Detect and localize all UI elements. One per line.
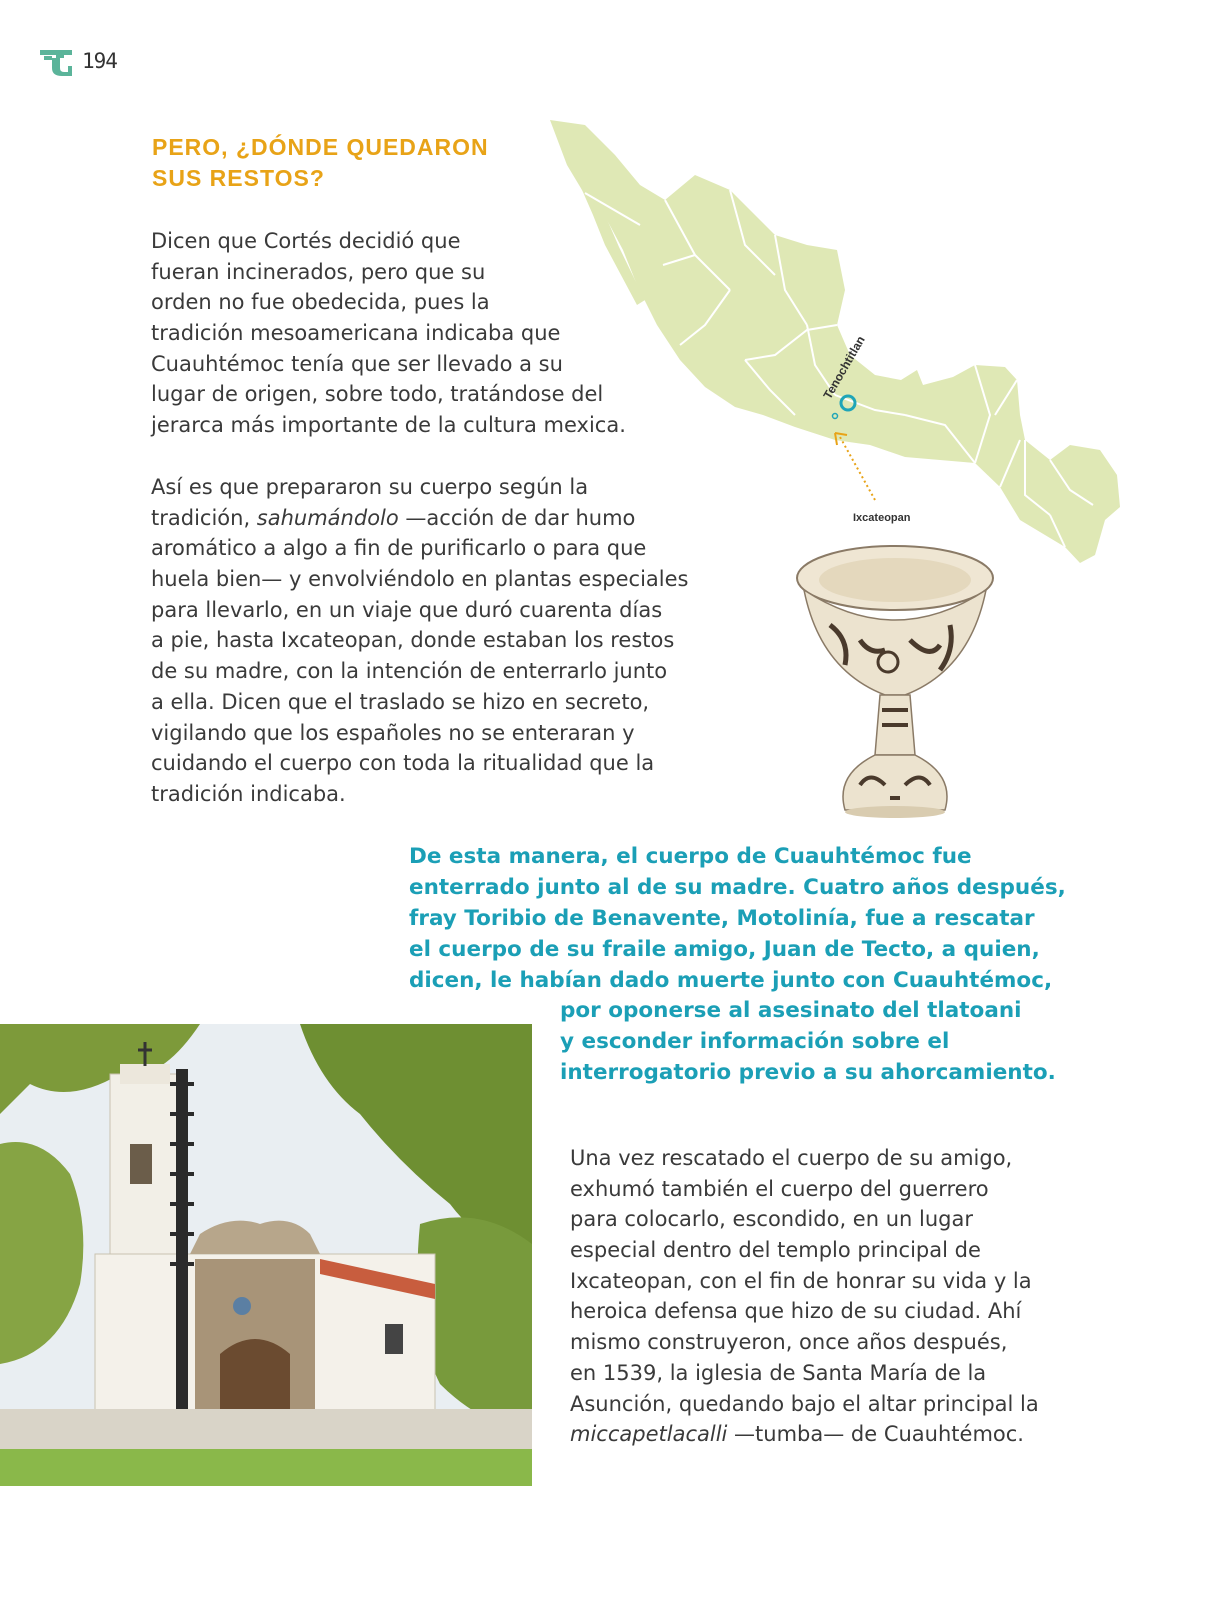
section-title (152, 132, 532, 194)
highlight-line: De esta manera, el cuerpo de Cuauhtémoc fue (409, 844, 972, 869)
text-line: fueran incinerados, pero que su (151, 259, 486, 284)
text-line: Asunción, quedando bajo el altar principal la (570, 1391, 1039, 1416)
highlight-line: interrogatorio previo a su ahorcamiento. (560, 1059, 1056, 1085)
text-line: cuidando el cuerpo con toda la ritualidad que la (151, 751, 655, 776)
text-run: —tumba— de Cuauhtémoc. (727, 1422, 1024, 1447)
ceramic-chalice-image (790, 530, 1000, 825)
text-line: exhumó también el cuerpo del guerrero (570, 1176, 989, 1201)
section-title-line: PERO, ¿DÓNDE QUEDARON (152, 134, 489, 160)
text-line: mismo construyeron, once años después, (570, 1330, 1008, 1355)
highlight-line: dicen, le habían dado muerte junto con Cuauhtémoc, (409, 967, 1053, 993)
highlight-line: fray Toribio de Benavente, Motolinía, fue a rescatar (409, 905, 1035, 931)
highlight-line: el cuerpo de su fraile amigo, Juan de Tecto, a quien, (409, 936, 1040, 962)
text-line: en 1539, la iglesia de Santa María de la (570, 1360, 987, 1385)
text-run: —acción de dar humo (398, 505, 636, 530)
paragraph-origin (151, 226, 626, 441)
text-run: tradición, (151, 505, 257, 530)
highlight-paragraph-bottom (560, 996, 1056, 1089)
page-header (38, 44, 117, 78)
highlight-line: enterrado junto al de su madre. Cuatro años después, (409, 874, 1066, 900)
text-line: heroica defensa que hizo de su ciudad. Ahí (570, 1299, 1022, 1324)
text-line: tradición indicaba. (151, 781, 346, 806)
text-line: para colocarlo, escondido, en un lugar (570, 1207, 973, 1232)
ixcateopan-label: Ixcateopan (853, 512, 911, 524)
text-line: Ixcateopan, con el fin de honrar su vida y la (570, 1268, 1032, 1293)
page-number: 194 (82, 49, 117, 73)
highlight-paragraph-top (409, 842, 1066, 996)
tenochtitlan-label: Tenochtitlan (820, 333, 868, 402)
text-line: Una vez rescatado el cuerpo de su amigo, (570, 1146, 1013, 1170)
text-line: Dicen que Cortés decidió que (151, 229, 461, 253)
text-line (570, 1419, 1039, 1450)
text-line: Cuauhtémoc tenía que ser llevado a su (151, 351, 563, 376)
section-logo-icon (38, 46, 76, 76)
text-line: vigilando que los españoles no se enteraran y (151, 720, 635, 745)
text-line: a pie, hasta Ixcateopan, donde estaban los restos (151, 628, 675, 653)
text-line: de su madre, con la intención de enterrarlo junto (151, 659, 668, 684)
italic-term: sahumándolo (256, 505, 399, 530)
highlight-line: por oponerse al asesinato del tlatoani (560, 998, 1022, 1023)
text-line: huela bien— y envolviéndolo en plantas especiales (151, 567, 689, 592)
text-line: orden no fue obedecida, pues la (151, 290, 490, 315)
text-line: jerarca más importante de la cultura mexica. (151, 413, 626, 438)
text-line: lugar de origen, sobre todo, tratándose del (151, 382, 604, 407)
church-photo (0, 1024, 532, 1486)
section-title-line: SUS RESTOS? (152, 165, 325, 191)
text-line: especial dentro del templo principal de (570, 1238, 981, 1263)
text-line: Así es que prepararon su cuerpo según la (151, 475, 589, 499)
text-line: aromático a algo a fin de purificarlo o para que (151, 536, 647, 561)
text-line: tradición mesoamericana indicaba que (151, 321, 561, 346)
italic-term: miccapetlacalli (570, 1422, 728, 1447)
paragraph-burial (570, 1143, 1039, 1450)
paragraph-journey (151, 472, 688, 810)
highlight-line: y esconder información sobre el (560, 1028, 950, 1054)
text-line: a ella. Dicen que el traslado se hizo en secreto, (151, 689, 650, 714)
text-line (151, 503, 688, 534)
text-line: para llevarlo, en un viaje que duró cuarenta días (151, 597, 663, 622)
